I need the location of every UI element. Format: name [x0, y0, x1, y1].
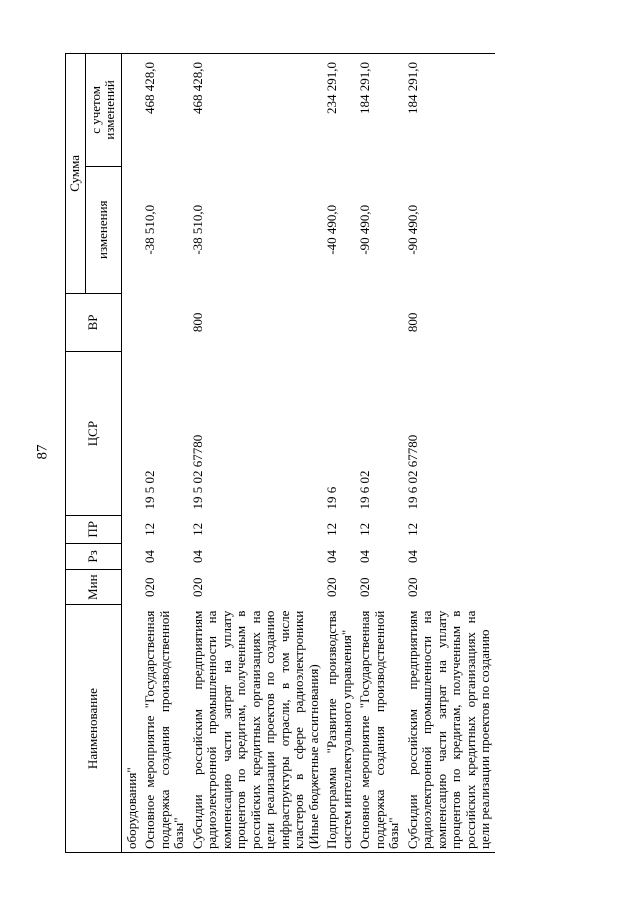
- row-name: Подпрограмма "Развитие производства систем интеллектуального управления": [323, 605, 356, 853]
- row-total: 234 291,0: [323, 54, 356, 167]
- row-vr: 800: [189, 312, 205, 333]
- row-vr: [141, 293, 189, 351]
- row-min: [121, 570, 141, 605]
- row-csr: 19 5 02: [142, 470, 157, 510]
- row-min: 020: [357, 577, 372, 597]
- row-rz: [121, 543, 141, 570]
- row-name: Основное мероприятие "Государственная поддержка создания производственной базы": [356, 605, 404, 853]
- header-min: Мин: [66, 570, 122, 605]
- row-name: Субсидии российским предприятиям радиоэлектронной промышленности на компенсацию части затрат на уплату процентов по кредитам, полученным в российских кредитных организациях на цели реализации проектов по созданию: [404, 605, 495, 853]
- row-change: -90 490,0: [404, 204, 420, 255]
- budget-table-page: [65, 53, 605, 853]
- row-total: 468 428,0: [141, 54, 189, 167]
- header-name: Наименование: [66, 605, 122, 853]
- header-rz: Рз: [66, 543, 122, 570]
- row-rz: 04: [189, 549, 205, 563]
- row-change: [121, 166, 141, 293]
- row-total: 184 291,0: [404, 54, 495, 167]
- row-rz: 04: [142, 549, 157, 563]
- row-name: Субсидии российским предприятиям радиоэлектронной промышленности на компенсацию части затрат на уплату процентов по кредитам, полученным в российских кредитных организациях на цели реализации проектов по созданию инфраструктуры отрасли, в том числе кластеров в сфере радиоэлектроники (Иные бюджетные ассигнования): [189, 605, 324, 853]
- row-min: 020: [324, 577, 339, 597]
- table-row: [189, 54, 324, 853]
- row-rz: 04: [404, 549, 420, 563]
- row-rz: 04: [324, 549, 339, 563]
- row-total: [121, 54, 141, 167]
- row-change: -38 510,0: [189, 204, 205, 255]
- table-header: [66, 54, 122, 853]
- row-change: -90 490,0: [357, 204, 372, 255]
- header-changes: изменения: [85, 166, 121, 293]
- row-change: -40 490,0: [324, 204, 339, 255]
- page-number: 87: [34, 444, 51, 460]
- row-csr: [121, 352, 141, 516]
- row-csr: 19 6 02: [357, 470, 372, 510]
- header-csr: ЦСР: [66, 352, 122, 516]
- header-with-changes: с учетом изменений: [85, 54, 121, 167]
- row-csr: 19 5 02 67780: [189, 434, 205, 510]
- row-pr: 12: [357, 522, 372, 536]
- row-min: 020: [189, 577, 205, 597]
- row-pr: 12: [142, 522, 157, 536]
- row-min: 020: [142, 577, 157, 597]
- row-csr: 19 6 02 67780: [404, 434, 420, 510]
- row-pr: 12: [189, 522, 205, 536]
- row-total: 184 291,0: [356, 54, 404, 167]
- row-rz: 04: [357, 549, 372, 563]
- row-min: 020: [404, 577, 420, 597]
- table-row: [356, 54, 404, 853]
- row-pr: [121, 516, 141, 544]
- header-vr: ВР: [66, 293, 122, 351]
- header-pr: ПР: [66, 516, 122, 544]
- row-vr: 800: [404, 312, 420, 333]
- table-row: [404, 54, 495, 853]
- row-vr: [121, 293, 141, 351]
- budget-table: [65, 53, 495, 853]
- row-vr: [323, 293, 356, 351]
- row-name: Основное мероприятие "Государственная поддержка создания производственной базы": [141, 605, 189, 853]
- row-change: -38 510,0: [142, 204, 157, 255]
- row-pr: 12: [324, 522, 339, 536]
- row-name: оборудования": [121, 605, 141, 853]
- table-row: [121, 54, 141, 853]
- row-total: 468 428,0: [189, 54, 324, 167]
- table-row: [141, 54, 189, 853]
- row-vr: [356, 293, 404, 351]
- table-row: [323, 54, 356, 853]
- header-sum: Сумма: [66, 54, 86, 294]
- row-csr: 19 6: [324, 486, 339, 510]
- row-pr: 12: [404, 522, 420, 536]
